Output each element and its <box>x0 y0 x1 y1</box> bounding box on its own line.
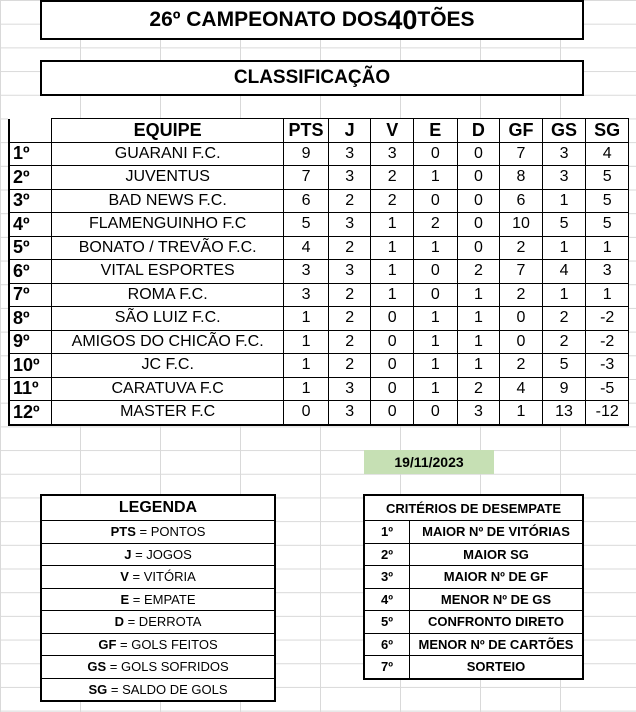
gf-cell: 7 <box>500 142 543 166</box>
e-cell: 1 <box>414 166 458 190</box>
header-cell: D <box>457 119 500 143</box>
gf-cell: 2 <box>500 283 543 307</box>
j-cell: 2 <box>328 236 371 260</box>
j-cell: 2 <box>328 354 371 378</box>
pts-cell: 1 <box>284 330 329 354</box>
gf-cell: 10 <box>500 213 543 237</box>
gs-cell: 3 <box>542 166 586 190</box>
header-cell: SG <box>586 119 629 143</box>
tiebreak-criteria-table <box>363 494 584 680</box>
sg-cell: 5 <box>586 189 629 213</box>
v-cell: 2 <box>371 189 414 213</box>
sg-cell: 1 <box>586 283 629 307</box>
e-cell: 1 <box>414 236 458 260</box>
team-name-cell: ROMA F.C. <box>52 283 284 307</box>
sg-cell: 4 <box>586 142 629 166</box>
position-cell: 4º <box>9 213 52 237</box>
criteria-row <box>364 611 583 634</box>
team-name-cell: CARATUVA F.C <box>52 377 284 401</box>
v-cell: 3 <box>371 142 414 166</box>
pts-cell: 7 <box>284 166 329 190</box>
j-cell: 2 <box>328 330 371 354</box>
header-blank <box>9 119 52 143</box>
legend-abbr: SG <box>88 681 108 697</box>
legend-desc: = SALDO DE GOLS <box>107 681 228 697</box>
table-row <box>9 260 629 284</box>
v-cell: 1 <box>371 236 414 260</box>
gs-cell: 9 <box>542 377 586 401</box>
legend-desc: = PONTOS <box>135 524 206 540</box>
legend-row <box>41 611 275 634</box>
pts-cell: 0 <box>284 401 329 425</box>
pts-cell: 1 <box>284 377 329 401</box>
team-name-cell: MASTER F.C <box>52 401 284 425</box>
j-cell: 3 <box>328 166 371 190</box>
gs-cell: 5 <box>542 213 586 237</box>
legend-item <box>41 543 275 566</box>
d-cell: 0 <box>457 236 500 260</box>
criteria-row <box>364 656 583 679</box>
criteria-number: 4º <box>364 588 410 611</box>
legend-row <box>41 678 275 701</box>
legend-desc: = GOLS SOFRIDOS <box>106 659 229 675</box>
criteria-text: MAIOR Nº DE VITÓRIAS <box>410 521 584 544</box>
d-cell: 0 <box>457 213 500 237</box>
gs-cell: 2 <box>542 330 586 354</box>
team-name-cell: BAD NEWS F.C. <box>52 189 284 213</box>
header-cell: E <box>414 119 458 143</box>
d-cell: 1 <box>457 307 500 331</box>
v-cell: 1 <box>371 283 414 307</box>
team-name-cell: SÃO LUIZ F.C. <box>52 307 284 331</box>
title-suffix: TÕES <box>417 8 475 31</box>
header-cell: V <box>371 119 414 143</box>
gs-cell: 5 <box>542 354 586 378</box>
v-cell: 0 <box>371 307 414 331</box>
j-cell: 3 <box>328 142 371 166</box>
d-cell: 1 <box>457 330 500 354</box>
gf-cell: 4 <box>500 377 543 401</box>
position-cell: 7º <box>9 283 52 307</box>
criteria-title: CRITÉRIOS DE DESEMPATE <box>364 495 583 521</box>
gs-cell: 1 <box>542 236 586 260</box>
gs-cell: 4 <box>542 260 586 284</box>
legend-desc: = VITÓRIA <box>128 569 196 585</box>
page-title <box>40 0 584 40</box>
j-cell: 3 <box>328 213 371 237</box>
standings-table <box>8 118 629 426</box>
legend-item <box>41 633 275 656</box>
table-row <box>9 189 629 213</box>
team-name-cell: VITAL ESPORTES <box>52 260 284 284</box>
title-prefix: 26º CAMPEONATO DOS <box>149 8 388 31</box>
position-cell: 9º <box>9 330 52 354</box>
legend-item <box>41 611 275 634</box>
gs-cell: 3 <box>542 142 586 166</box>
legend-row <box>41 566 275 589</box>
criteria-text: SORTEIO <box>410 656 584 679</box>
sg-cell: 5 <box>586 213 629 237</box>
legend-desc: = JOGOS <box>131 546 192 562</box>
position-cell: 12º <box>9 401 52 425</box>
e-cell: 0 <box>414 189 458 213</box>
criteria-number: 1º <box>364 521 410 544</box>
d-cell: 2 <box>457 260 500 284</box>
criteria-text: MAIOR Nº DE GF <box>410 566 584 589</box>
position-cell: 3º <box>9 189 52 213</box>
legend-abbr: E <box>120 591 130 607</box>
gs-cell: 1 <box>542 283 586 307</box>
v-cell: 0 <box>371 377 414 401</box>
criteria-row <box>364 566 583 589</box>
position-cell: 1º <box>9 142 52 166</box>
legend-abbr: GS <box>87 659 107 675</box>
legend-title: LEGENDA <box>41 495 275 521</box>
table-row <box>9 283 629 307</box>
v-cell: 0 <box>371 401 414 425</box>
team-name-cell: JC F.C. <box>52 354 284 378</box>
pts-cell: 4 <box>284 236 329 260</box>
gf-cell: 2 <box>500 354 543 378</box>
gf-cell: 1 <box>500 401 543 425</box>
pts-cell: 9 <box>284 142 329 166</box>
legend-desc: = EMPATE <box>129 591 196 607</box>
date-label: 19/11/2023 <box>364 450 494 474</box>
d-cell: 0 <box>457 189 500 213</box>
legend-abbr: D <box>114 614 124 630</box>
e-cell: 2 <box>414 213 458 237</box>
j-cell: 2 <box>328 189 371 213</box>
gs-cell: 2 <box>542 307 586 331</box>
header-cell: GS <box>542 119 586 143</box>
d-cell: 1 <box>457 283 500 307</box>
e-cell: 1 <box>414 354 458 378</box>
criteria-number: 6º <box>364 633 410 656</box>
pts-cell: 1 <box>284 354 329 378</box>
header-cell: EQUIPE <box>52 119 284 143</box>
team-name-cell: AMIGOS DO CHICÃO F.C. <box>52 330 284 354</box>
criteria-number: 2º <box>364 543 410 566</box>
sg-cell: -2 <box>586 307 629 331</box>
team-name-cell: GUARANI F.C. <box>52 142 284 166</box>
table-row <box>9 307 629 331</box>
position-cell: 6º <box>9 260 52 284</box>
legend-abbr: PTS <box>110 524 136 540</box>
v-cell: 1 <box>371 213 414 237</box>
j-cell: 2 <box>328 307 371 331</box>
pts-cell: 6 <box>284 189 329 213</box>
legend-item <box>41 588 275 611</box>
header-cell: PTS <box>284 119 329 143</box>
team-name-cell: JUVENTUS <box>52 166 284 190</box>
criteria-number: 7º <box>364 656 410 679</box>
header-cell: GF <box>500 119 543 143</box>
d-cell: 1 <box>457 354 500 378</box>
sg-cell: -3 <box>586 354 629 378</box>
table-row <box>9 166 629 190</box>
legend-item <box>41 656 275 679</box>
d-cell: 2 <box>457 377 500 401</box>
pts-cell: 1 <box>284 307 329 331</box>
position-cell: 2º <box>9 166 52 190</box>
gf-cell: 8 <box>500 166 543 190</box>
title-big-number: 40 <box>387 4 418 35</box>
position-cell: 11º <box>9 377 52 401</box>
team-name-cell: FLAMENGUINHO F.C <box>52 213 284 237</box>
j-cell: 3 <box>328 260 371 284</box>
e-cell: 0 <box>414 401 458 425</box>
criteria-text: MENOR Nº DE CARTÕES <box>410 633 584 656</box>
sg-cell: -2 <box>586 330 629 354</box>
gs-cell: 13 <box>542 401 586 425</box>
legend-abbr: J <box>124 546 132 562</box>
e-cell: 1 <box>414 307 458 331</box>
standings-header-row <box>9 119 629 143</box>
legend-row <box>41 521 275 544</box>
legend-row <box>41 588 275 611</box>
criteria-text: MENOR Nº DE GS <box>410 588 584 611</box>
legend-row <box>41 656 275 679</box>
e-cell: 1 <box>414 377 458 401</box>
table-row <box>9 401 629 425</box>
v-cell: 0 <box>371 330 414 354</box>
criteria-number: 3º <box>364 566 410 589</box>
legend-item <box>41 521 275 544</box>
criteria-number: 5º <box>364 611 410 634</box>
criteria-row <box>364 521 583 544</box>
header-cell: J <box>328 119 371 143</box>
legend-desc: = GOLS FEITOS <box>116 636 218 652</box>
position-cell: 8º <box>9 307 52 331</box>
legend-row <box>41 543 275 566</box>
criteria-text: CONFRONTO DIRETO <box>410 611 584 634</box>
criteria-row <box>364 588 583 611</box>
legend-abbr: GF <box>98 636 117 652</box>
gf-cell: 7 <box>500 260 543 284</box>
pts-cell: 5 <box>284 213 329 237</box>
table-row <box>9 213 629 237</box>
legend-abbr: V <box>120 569 129 585</box>
v-cell: 2 <box>371 166 414 190</box>
table-row <box>9 142 629 166</box>
pts-cell: 3 <box>284 260 329 284</box>
team-name-cell: BONATO / TREVÃO F.C. <box>52 236 284 260</box>
e-cell: 1 <box>414 330 458 354</box>
j-cell: 3 <box>328 401 371 425</box>
j-cell: 2 <box>328 283 371 307</box>
criteria-row <box>364 543 583 566</box>
e-cell: 0 <box>414 260 458 284</box>
criteria-row <box>364 633 583 656</box>
j-cell: 3 <box>328 377 371 401</box>
sg-cell: 5 <box>586 166 629 190</box>
d-cell: 3 <box>457 401 500 425</box>
gf-cell: 6 <box>500 189 543 213</box>
table-row <box>9 236 629 260</box>
legend-desc: = DERROTA <box>123 614 202 630</box>
legend-item <box>41 566 275 589</box>
legend-item <box>41 678 275 701</box>
v-cell: 1 <box>371 260 414 284</box>
sg-cell: 3 <box>586 260 629 284</box>
v-cell: 0 <box>371 354 414 378</box>
gf-cell: 0 <box>500 307 543 331</box>
criteria-text: MAIOR SG <box>410 543 584 566</box>
legend-row <box>41 633 275 656</box>
section-title: CLASSIFICAÇÃO <box>40 60 584 96</box>
d-cell: 0 <box>457 166 500 190</box>
gs-cell: 1 <box>542 189 586 213</box>
d-cell: 0 <box>457 142 500 166</box>
sg-cell: -12 <box>586 401 629 425</box>
table-row <box>9 330 629 354</box>
e-cell: 0 <box>414 283 458 307</box>
position-cell: 10º <box>9 354 52 378</box>
position-cell: 5º <box>9 236 52 260</box>
table-row <box>9 354 629 378</box>
gf-cell: 2 <box>500 236 543 260</box>
pts-cell: 3 <box>284 283 329 307</box>
legend-table <box>40 494 276 702</box>
gf-cell: 0 <box>500 330 543 354</box>
sg-cell: 1 <box>586 236 629 260</box>
sg-cell: -5 <box>586 377 629 401</box>
e-cell: 0 <box>414 142 458 166</box>
table-row <box>9 377 629 401</box>
